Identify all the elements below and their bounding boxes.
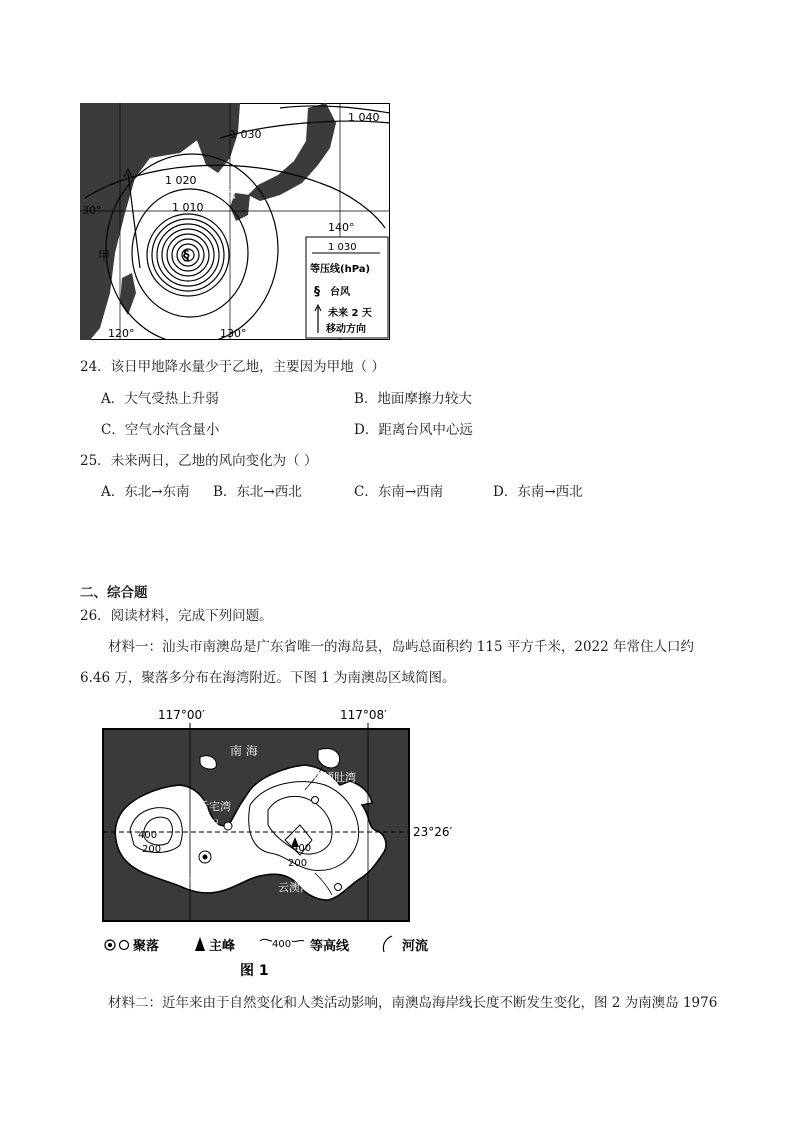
bay-label-houzhai: 后宅湾: [198, 800, 231, 813]
isobar-label-1040: 1 040: [348, 111, 380, 124]
place-yi: 乙: [224, 187, 237, 201]
lat-label-30: 30°: [82, 204, 102, 217]
legend-direction-label-2: 移动方向: [326, 324, 366, 335]
typhoon-symbol: §: [183, 249, 190, 264]
sea-label: 南 海: [230, 744, 258, 758]
river-icon: [383, 936, 392, 952]
lon-label-117-00: 117°00′: [158, 708, 205, 722]
q24-stem: 24．该日甲地降水量少于乙地，主要因为甲地（ ）: [80, 359, 385, 375]
legend-settlement: 聚落: [133, 939, 160, 954]
settlement-icon: [203, 855, 208, 860]
contour-label-400-east: 400: [292, 843, 312, 854]
q24-option-b[interactable]: B．地面摩擦力较大: [354, 391, 472, 407]
legend-isobar-label: 等压线(hPa): [310, 264, 371, 275]
bay-label-zhuqidu: 竹栖肚湾: [312, 771, 356, 784]
legend-direction-label-1: 未来 2 天: [328, 308, 372, 319]
bay-label-qianjiang: 前江湾: [184, 875, 217, 888]
material-1: 材料一：汕头市南澳岛是广东省唯一的海岛县，岛屿总面积约 115 平方千米，2022 年常住人口约 6.46 万，聚落多分布在海湾附近。下图 1 为南澳岛区域简图。: [80, 639, 694, 686]
settlement-icon: [335, 884, 342, 891]
q25-option-d[interactable]: D．东南→西北: [493, 484, 583, 500]
isobar-label-1010: 1 010: [172, 201, 204, 214]
q25-option-b[interactable]: B．东北→西北: [213, 484, 302, 500]
map1-legend: [306, 237, 388, 338]
q24-option-a[interactable]: A．大气受热上升弱: [101, 391, 219, 407]
lon-label-120: 120°: [108, 327, 135, 340]
isobar-label-1030: 1 030: [230, 128, 262, 141]
bay-label-yunao: 云澳湾: [278, 881, 311, 894]
lon-label-130: 130°: [220, 327, 247, 340]
settlement-icon: [120, 941, 129, 950]
settlement-icon: [312, 797, 319, 804]
figure-caption: 图 1: [240, 963, 269, 979]
legend-typhoon-label: 台风: [330, 287, 350, 298]
contour-label-200-east: 200: [288, 858, 308, 869]
map2-legend: [105, 936, 428, 979]
contour-label-200-west: 200: [142, 844, 162, 855]
legend-contour: 等高线: [310, 939, 350, 954]
place-jia: 甲: [98, 249, 111, 263]
lon-label-117-08: 117°08′: [340, 708, 387, 722]
weather-map: [80, 103, 390, 340]
legend-peak: 主峰: [209, 939, 236, 954]
legend-typhoon-icon: §: [314, 284, 320, 298]
lon-label-140: 140°: [328, 221, 355, 234]
lat-label-23-26: 23°26′: [413, 825, 453, 839]
material-2: 材料二：近年来由于自然变化和人类活动影响，南澳岛海岸线长度不断发生变化，图 2 为南澳岛 1976: [108, 995, 718, 1011]
q25-stem: 25．未来两日，乙地的风向变化为（ ）: [80, 453, 318, 469]
settlement-icon: [224, 822, 232, 830]
q25-option-c[interactable]: C．东南→西南: [354, 484, 444, 500]
peak-icon: [195, 937, 205, 951]
q24-option-d[interactable]: D．距离台风中心远: [354, 422, 473, 438]
place-jia: 甲: [208, 818, 219, 831]
legend-isobar-sample: 1 030: [328, 242, 357, 253]
nanao-island-map: [100, 705, 470, 985]
isobar-label-1020: 1 020: [165, 174, 197, 187]
section-title: 二、综合题: [80, 585, 148, 601]
q24-option-c[interactable]: C．空气水汽含量小: [101, 422, 220, 438]
contour-label-400-west: 400: [138, 830, 158, 841]
q25-option-a[interactable]: A．东北→东南: [101, 484, 190, 500]
legend-contour-sample: 400: [272, 939, 292, 950]
legend-river: 河流: [402, 939, 429, 954]
q26-stem: 26．阅读材料，完成下列问题。: [80, 608, 273, 624]
